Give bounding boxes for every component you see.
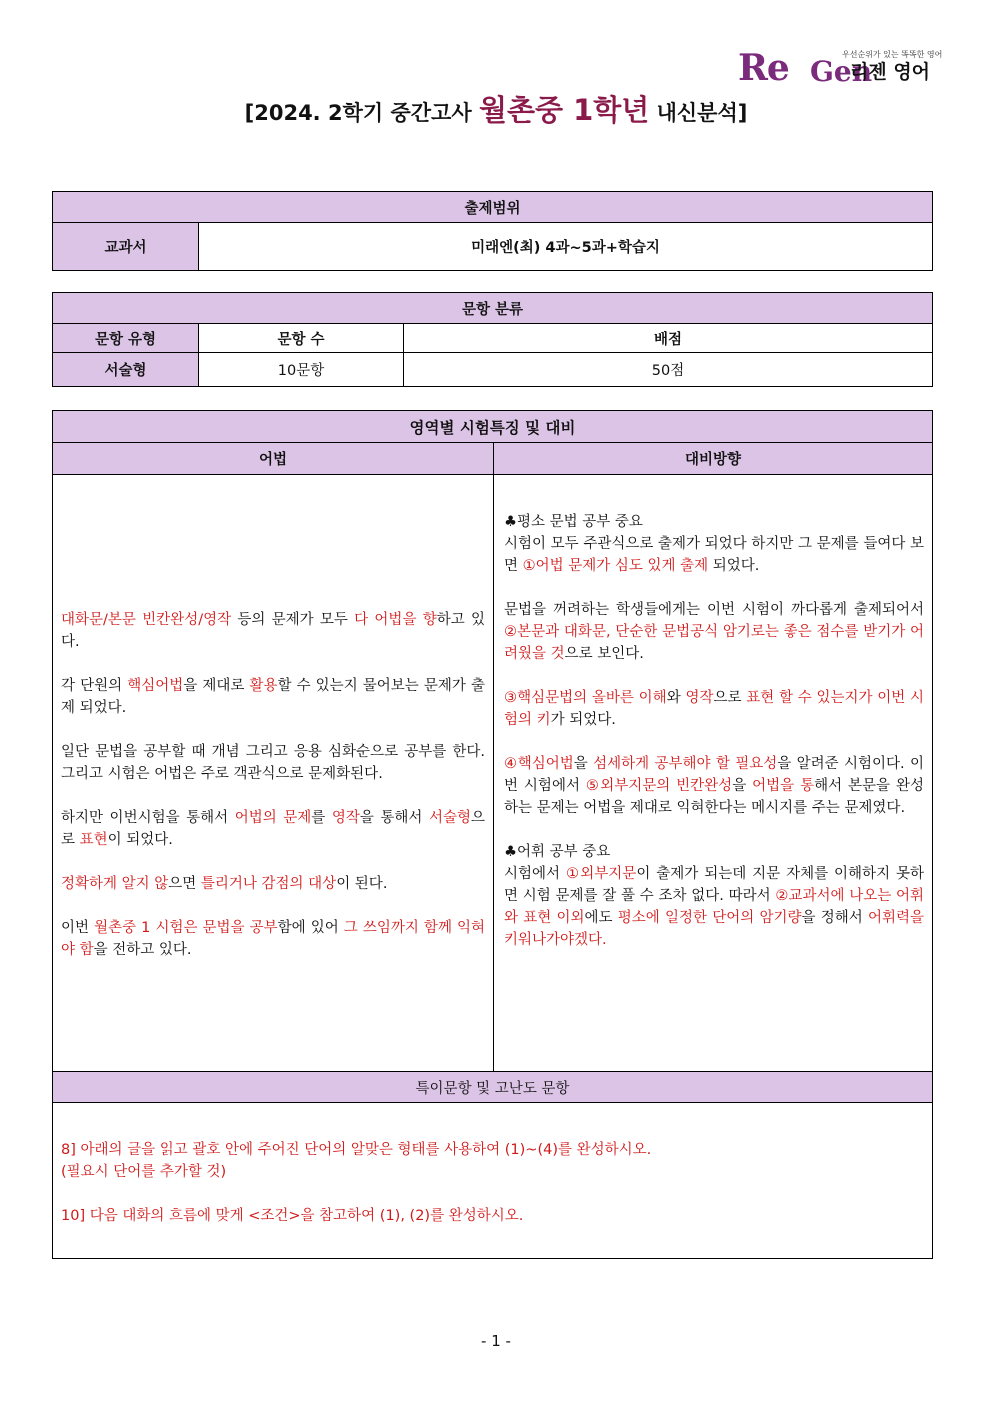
body-text: 이 출제가 되는데 지문 자체를 이해하지 못하면 시험 문제를 잘 풀 수 조차 없다. 따라서 — [504, 866, 925, 904]
special-content — [53, 1103, 933, 1259]
column-header: 문항 유형 — [53, 324, 199, 353]
body-text: 시험이 모두 주관식으로 출제가 되었다 하지만 그 문제를 들여다 보면 — [504, 536, 924, 574]
strategy-header: 대비방향 — [494, 443, 933, 475]
strategy-content — [494, 475, 933, 1072]
table-cell: 50점 — [404, 353, 933, 387]
logo-tagline: 우선순위가 있는 똑똑한 영어 — [842, 50, 943, 59]
highlight-text: 표현 — [79, 832, 108, 848]
body-text: 을 알려준 시험이다. 이번 시험에서 — [504, 756, 925, 794]
body-text: 으로 — [61, 810, 485, 848]
regen-logo — [738, 46, 948, 90]
highlight-text: 영작 — [685, 690, 714, 706]
body-text: ♣평소 문법 공부 중요 — [504, 514, 643, 530]
highlight-text: 어휘력을 키워나가야겠다. — [504, 910, 925, 948]
title-prefix: [2024. 2학기 중간고사 — [244, 101, 479, 125]
highlight-text: 표현 할 수 있는지가 이번 시험의 키 — [504, 690, 924, 728]
paragraph — [61, 675, 485, 719]
body-text: 을 정해서 — [801, 910, 868, 926]
body-text: 시험에서 — [504, 866, 566, 882]
highlight-text: 월촌중 1 시험은 문법을 공부 — [94, 920, 278, 936]
body-text: 이 된다. — [336, 876, 388, 892]
body-text: 을 — [732, 778, 753, 794]
highlight-text: 정확하게 알지 않 — [61, 876, 169, 892]
body-text: 가 되었다. — [550, 712, 616, 728]
highlight-text: ⑤외부지문의 빈칸완성 — [585, 778, 733, 794]
highlight-text: 그 쓰임까지 함께 익혀야 함 — [61, 920, 486, 958]
highlight-text: ②교과서에 나오는 어휘와 표현 이외 — [504, 888, 925, 926]
table-cell: 10문항 — [199, 353, 404, 387]
body-text: 해서 본문을 완성하는 문제는 어법을 제대로 익혀한다는 메시지를 주는 문제였다. — [504, 778, 924, 816]
body-text: 을 제대로 — [183, 678, 250, 694]
body-text: 와 — [666, 690, 686, 706]
body-text: 각 단원의 — [61, 678, 128, 694]
scope-label: 교과서 — [53, 223, 199, 271]
body-text: 을 — [573, 756, 594, 772]
paragraph — [504, 687, 924, 731]
logo-re-text: Re — [738, 47, 789, 89]
body-text: 를 — [311, 810, 332, 826]
highlight-text: 영작 — [331, 810, 360, 826]
highlight-text: ①외부지문 — [565, 866, 637, 882]
body-text: ♣어휘 공부 중요 — [504, 844, 611, 860]
body-text: 으로 — [713, 690, 747, 706]
highlight-text: 어법의 문제 — [234, 810, 312, 826]
body-text: 하고 있다. — [61, 612, 485, 650]
features-table — [52, 410, 933, 1259]
grammar-header: 어법 — [53, 443, 494, 475]
highlight-text: 어법을 통 — [752, 778, 815, 794]
scope-value: 미래엔(최) 4과~5과+학습지 — [199, 223, 933, 271]
body-text: 을 통해서 — [359, 810, 429, 826]
highlight-text: ②본문과 대화문, 단순한 문법공식 암기로는 좋은 점수를 받기가 어려웠을 것 — [504, 624, 924, 662]
body-text: 되었다. — [708, 558, 760, 574]
body-text: 문법을 꺼려하는 학생들에게는 이번 시험이 까다롭게 출제되어서 — [504, 602, 924, 618]
highlight-text: 대화문/본문 빈칸완성/영작 — [61, 612, 232, 628]
body-text: 이 되었다. — [107, 832, 173, 848]
paragraph — [504, 753, 924, 819]
column-header: 배점 — [404, 324, 933, 353]
column-header: 문항 수 — [199, 324, 404, 353]
paragraph — [504, 511, 924, 577]
logo-korean-text: 리젠 영어 — [850, 61, 931, 83]
body-text: 이번 — [61, 920, 95, 936]
special-item: (필요시 단어를 추가할 것) — [61, 1164, 227, 1180]
features-header: 영역별 시험특징 및 대비 — [53, 411, 933, 443]
paragraph — [61, 741, 485, 785]
scope-table — [52, 191, 933, 271]
highlight-text: 평소에 일정한 단어의 암기량 — [617, 910, 802, 926]
body-text: 하지만 이번시험을 통해서 — [61, 810, 235, 826]
special-header: 특이문항 및 고난도 문항 — [53, 1072, 933, 1103]
highlight-text: 틀리거나 감점의 대상 — [200, 876, 337, 892]
table-cell: 서술형 — [53, 353, 199, 387]
paragraph — [61, 873, 485, 895]
logo-gen-text: Gen — [810, 55, 873, 88]
paragraph — [61, 917, 485, 961]
highlight-text: ③핵심문법의 올바른 이해 — [504, 690, 667, 706]
highlight-text: 섬세하게 공부해야 할 필요성 — [593, 756, 778, 772]
page-title — [0, 92, 992, 131]
scope-header: 출제범위 — [53, 192, 933, 223]
highlight-text: 활용 — [249, 678, 278, 694]
grammar-content — [53, 475, 494, 1072]
highlight-text: 핵심어법 — [127, 678, 184, 694]
paragraph — [61, 807, 485, 851]
title-suffix: 내신분석] — [649, 101, 748, 125]
classification-table — [52, 292, 933, 387]
body-text: 함에 있어 — [277, 920, 344, 936]
special-item: 10] 다음 대화의 흐름에 맞게 <조건>을 참고하여 (1), (2)를 완성하시오. — [61, 1208, 524, 1224]
body-text: 으로 보인다. — [564, 646, 644, 662]
body-text: 일단 문법을 공부할 때 개념 그리고 응용 심화순으로 공부를 한다. 그리고 시험은 어법은 주로 객관식으로 문제화된다. — [61, 744, 485, 782]
paragraph — [61, 609, 485, 653]
special-item: 8] 아래의 글을 읽고 괄호 안에 주어진 단어의 알맞은 형태를 사용하여 (1)~(4)를 완성하시오. — [61, 1142, 652, 1158]
title-school: 월촌중 1학년 — [478, 93, 650, 127]
body-text: 에도 — [584, 910, 618, 926]
highlight-text: ①어법 문제가 심도 있게 출제 — [522, 558, 709, 574]
classification-header: 문항 분류 — [53, 293, 933, 324]
body-text: 을 전하고 있다. — [93, 942, 192, 958]
paragraph — [504, 599, 924, 665]
highlight-text: 다 어법을 향 — [354, 612, 437, 628]
body-text: 으면 — [168, 876, 201, 892]
paragraph — [504, 841, 924, 951]
highlight-text: ④핵심어법 — [504, 756, 574, 772]
body-text: 할 수 있는지 물어보는 문제가 출제 되었다. — [61, 678, 486, 716]
body-text: 등의 문제가 모두 — [231, 612, 355, 628]
highlight-text: 서술형 — [428, 810, 471, 826]
page-number: - 1 - — [481, 1332, 511, 1350]
